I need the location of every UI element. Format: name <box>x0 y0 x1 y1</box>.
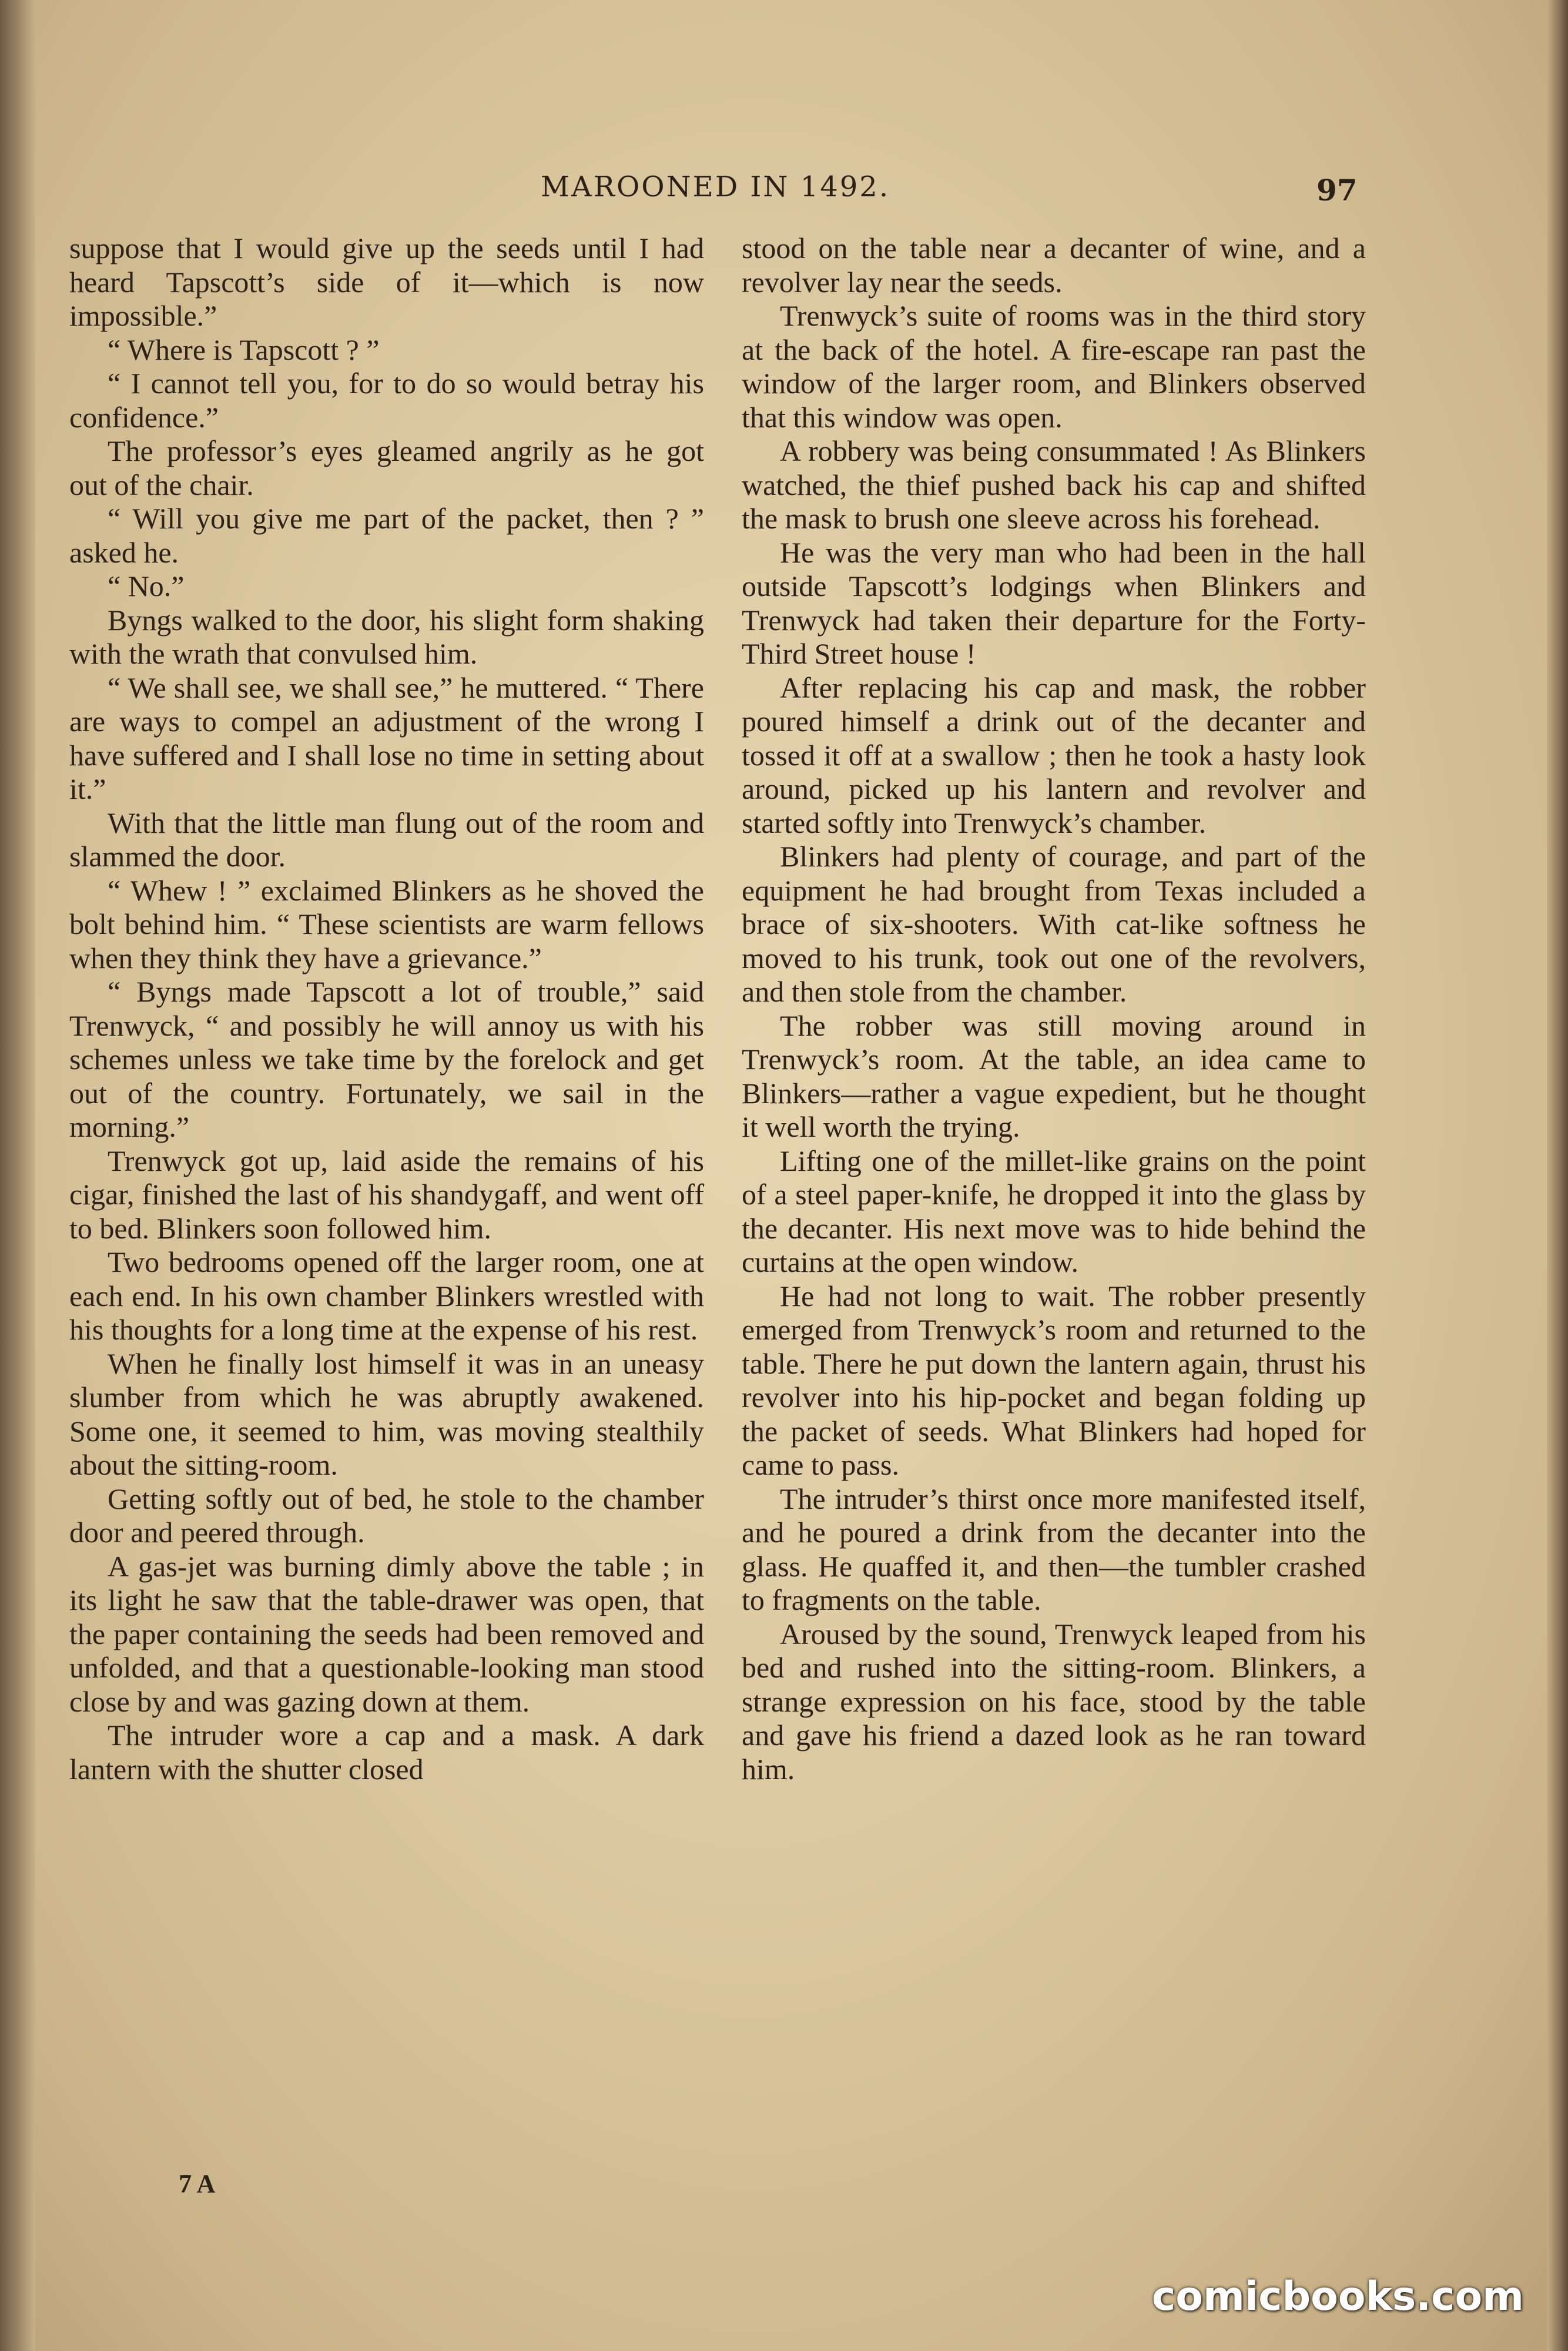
paragraph: When he finally lost himself it was in an uneasy slumber from which he was abruptly awakened. Some one, it seemed to him, was moving stealthily about the sitting-room. <box>69 1347 704 1481</box>
book-spine <box>0 0 35 2351</box>
paragraph: “ Whew ! ” exclaimed Blinkers as he shoved the bolt behind him. “ These scientists are warm fellows when they think they have a grievance.” <box>69 873 704 974</box>
left-column <box>69 232 704 1786</box>
paragraph: Lifting one of the millet-like grains on the point of a steel paper-knife, he dropped it into the glass by the decanter. His next move was to hide behind the curtains at the open window. <box>742 1144 1366 1278</box>
page-edge <box>1547 0 1568 2351</box>
paragraph: “ Byngs made Tapscott a lot of trouble,” said Trenwyck, “ and possibly he will annoy us with his schemes unless we take time by the forelock and get out of the country. Fortunately, we sail in the morning.” <box>69 975 704 1143</box>
paragraph: stood on the table near a decanter of wine, and a revolver lay near the seeds. <box>742 232 1366 299</box>
paragraph: A gas-jet was burning dimly above the table ; in its light he saw that the table-drawer was open, that the paper containing the seeds had been removed and unfolded, and that a questionable-looking man stood close by and was gazing down at them. <box>69 1549 704 1718</box>
paragraph: “ I cannot tell you, for to do so would betray his confidence.” <box>69 367 704 434</box>
paragraph: Trenwyck got up, laid aside the remains of his cigar, finished the last of his shandygaff, and went off to bed. Blinkers soon followed him. <box>69 1144 704 1245</box>
paragraph: Byngs walked to the door, his slight form shaking with the wrath that convulsed him. <box>69 603 704 670</box>
paragraph: Aroused by the sound, Trenwyck leaped from his bed and rushed into the sitting-room. Blinkers, a strange expression on his face, stood by the table and gave his friend a dazed look as he ran toward him. <box>742 1617 1366 1786</box>
paragraph: The robber was still moving around in Trenwyck’s room. At the table, an idea came to Blinkers—rather a vague expedient, but he thought it well worth the trying. <box>742 1009 1366 1143</box>
running-head <box>0 170 1568 212</box>
paragraph: A robbery was being consummated ! As Blinkers watched, the thief pushed back his cap and shifted the mask to brush one sleeve across his forehead. <box>742 434 1366 535</box>
paragraph: Getting softly out of bed, he stole to the chamber door and peered through. <box>69 1482 704 1549</box>
paragraph: The professor’s eyes gleamed angrily as he got out of the chair. <box>69 434 704 501</box>
paragraph: Two bedrooms opened off the larger room, one at each end. In his own chamber Blinkers wrestled with his thoughts for a long time at the expense of his rest. <box>69 1245 704 1346</box>
page-number: 97 <box>1316 173 1358 207</box>
site-watermark: comicbooks.com <box>1152 2273 1525 2320</box>
paragraph: “ Will you give me part of the packet, then ? ” asked he. <box>69 502 704 569</box>
paragraph: After replacing his cap and mask, the robber poured himself a drink out of the decanter and tossed it off at a swallow ; then he took a hasty look around, picked up his lantern and revolver and started softly into Trenwyck’s chamber. <box>742 671 1366 839</box>
paragraph: The intruder’s thirst once more manifested itself, and he poured a drink from the decanter into the glass. He quaffed it, and then—the tumbler crashed to fragments on the table. <box>742 1482 1366 1616</box>
paragraph: The intruder wore a cap and a mask. A dark lantern with the shutter closed <box>69 1719 704 1786</box>
running-title: MAROONED IN 1492. <box>541 170 890 203</box>
paragraph: Trenwyck’s suite of rooms was in the third story at the back of the hotel. A fire-escape ran past the window of the larger room, and Blinkers observed that this window was open. <box>742 299 1366 434</box>
signature-mark: 7 A <box>179 2169 216 2198</box>
paragraph: “ Where is Tapscott ? ” <box>108 333 380 366</box>
right-column <box>742 232 1366 1786</box>
paragraph: Blinkers had plenty of courage, and part of the equipment he had brought from Texas included a brace of six-shooters. With cat-like softness he moved to his trunk, took out one of the revolvers, and then stole from the chamber. <box>742 840 1366 1008</box>
paragraph: suppose that I would give up the seeds until I had heard Tapscott’s side of it—which is now impossible.” <box>69 232 704 332</box>
paragraph: “ We shall see, we shall see,” he muttered. “ There are ways to compel an adjustment of the wrong I have suffered and I shall lose no time in setting about it.” <box>69 671 704 805</box>
paragraph: “ No.” <box>108 570 185 602</box>
paragraph: With that the little man flung out of the room and slammed the door. <box>69 806 704 873</box>
paragraph: He had not long to wait. The robber presently emerged from Trenwyck’s room and returned to the table. There he put down the lantern again, thrust his revolver into his hip-pocket and began folding up the packet of seeds. What Blinkers had hoped for came to pass. <box>742 1279 1366 1481</box>
paragraph: He was the very man who had been in the hall outside Tapscott’s lodgings when Blinkers and Trenwyck had taken their departure for the Forty-Third Street house ! <box>742 535 1366 670</box>
